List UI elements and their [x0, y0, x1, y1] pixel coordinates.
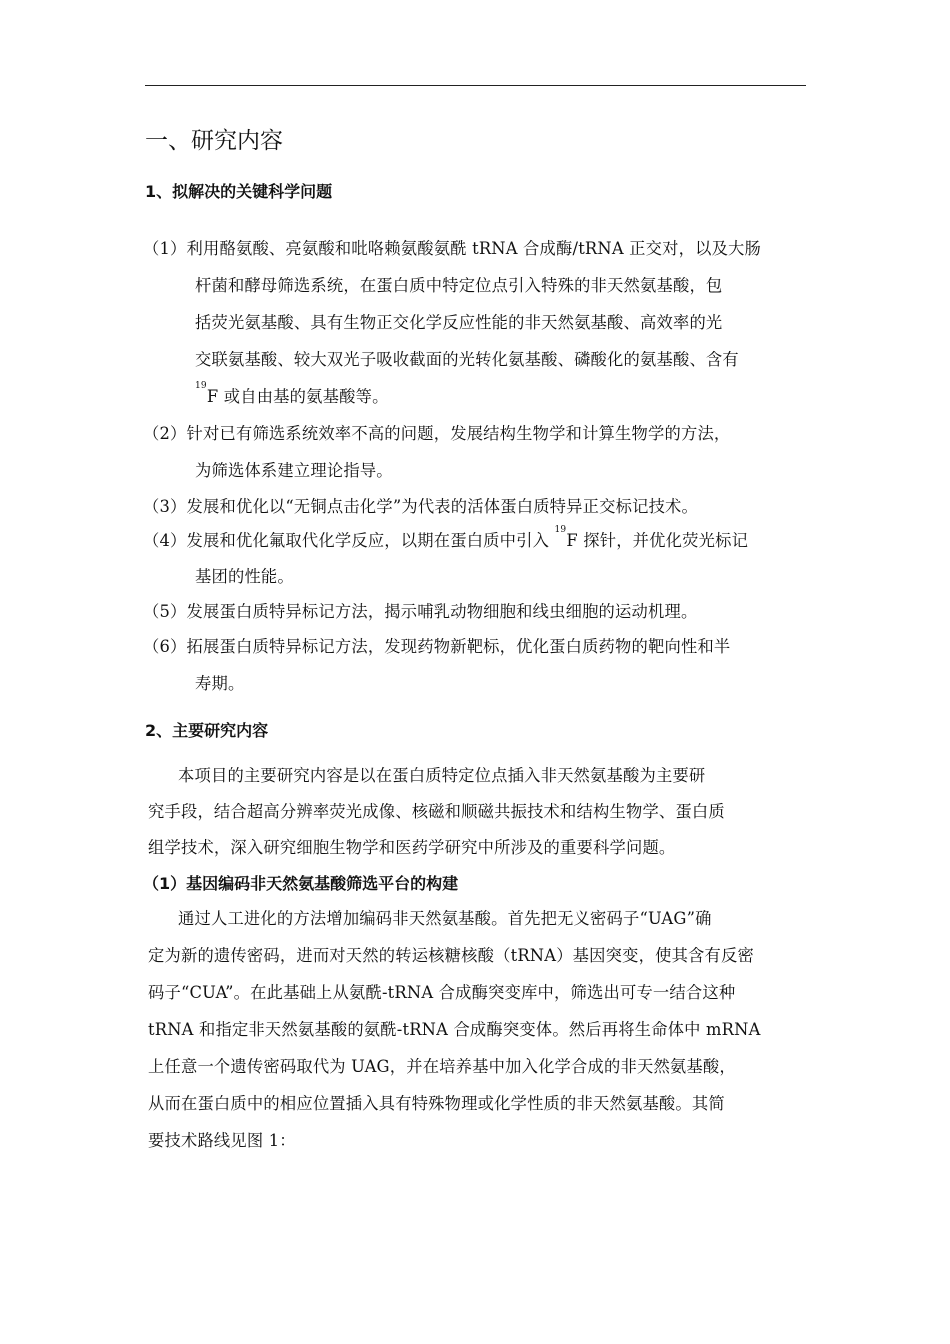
- item-6-line-1: （6）拓展蛋白质特异标记方法，发现药物新靶标，优化蛋白质药物的靶向性和半: [143, 637, 731, 656]
- item-1-line-3: 括荧光氨基酸、具有生物正交化学反应性能的非天然氨基酸、高效率的光: [195, 313, 723, 332]
- superscript-19: 19: [195, 381, 207, 391]
- item-4-text-a: （4）发展和优化氟取代化学反应，以期在蛋白质中引入: [143, 531, 555, 550]
- para-line-1: 本项目的主要研究内容是以在蛋白质特定位点插入非天然氨基酸为主要研: [178, 766, 706, 785]
- header-rule: [145, 85, 806, 86]
- item-4-line-2: 基团的性能。: [195, 567, 294, 586]
- sub-heading: （1）基因编码非天然氨基酸筛选平台的构建: [143, 874, 459, 893]
- sub-para-line-1: 通过人工进化的方法增加编码非天然氨基酸。首先把无义密码子“UAG”确: [178, 909, 712, 928]
- superscript-19: 19: [554, 525, 567, 535]
- sub-para-line-2: 定为新的遗传密码，进而对天然的转运核糖核酸（tRNA）基因突变，使其含有反密: [148, 946, 754, 965]
- item-1-line-1: （1）利用酪氨酸、亮氨酸和吡咯赖氨酸氨酰 tRNA 合成酶/tRNA 正交对，以及大肠: [143, 239, 762, 258]
- item-1-line-5-text: F 或自由基的氨基酸等。: [206, 387, 389, 406]
- sub-para-line-5: 上任意一个遗传密码取代为 UAG，并在培养基中加入化学合成的非天然氨基酸，: [148, 1057, 736, 1076]
- sub-para-line-7: 要技术路线见图 1：: [148, 1131, 296, 1150]
- item-3: （3）发展和优化以“无铜点击化学”为代表的活体蛋白质特异正交标记技术。: [143, 497, 699, 516]
- item-5: （5）发展蛋白质特异标记方法，揭示哺乳动物细胞和线虫细胞的运动机理。: [143, 602, 698, 621]
- sub-para-line-3: 码子“CUA”。在此基础上从氨酰-tRNA 合成酶突变库中，筛选出可专一结合这种: [148, 983, 736, 1002]
- item-1-line-4: 交联氨基酸、较大双光子吸收截面的光转化氨基酸、磷酸化的氨基酸、含有: [195, 350, 739, 369]
- item-1-line-5: [195, 383, 389, 407]
- sub-para-line-4: tRNA 和指定非天然氨基酸的氨酰-tRNA 合成酶突变体。然后再将生命体中 mRNA: [148, 1020, 761, 1039]
- subsection-title-2: 2、主要研究内容: [145, 721, 269, 740]
- section-heading: 一、研究内容: [145, 128, 283, 154]
- para-line-3: 组学技术，深入研究细胞生物学和医药学研究中所涉及的重要科学问题。: [148, 838, 676, 857]
- item-4-text-b: F 探针，并优化荧光标记: [566, 531, 749, 550]
- item-4-line-1: [143, 527, 748, 551]
- sub-para-line-6: 从而在蛋白质中的相应位置插入具有特殊物理或化学性质的非天然氨基酸。其简: [148, 1094, 725, 1113]
- para-line-2: 究手段，结合超高分辨率荧光成像、核磁和顺磁共振技术和结构生物学、蛋白质: [148, 802, 725, 821]
- item-6-line-2: 寿期。: [195, 674, 245, 693]
- subsection-title-1: 1、拟解决的关键科学问题: [145, 182, 333, 201]
- item-2-line-1: （2）针对已有筛选系统效率不高的问题，发展结构生物学和计算生物学的方法，: [143, 424, 731, 443]
- item-1-line-2: 杆菌和酵母筛选系统，在蛋白质中特定位点引入特殊的非天然氨基酸，包: [195, 276, 723, 295]
- item-2-line-2: 为筛选体系建立理论指导。: [195, 461, 393, 480]
